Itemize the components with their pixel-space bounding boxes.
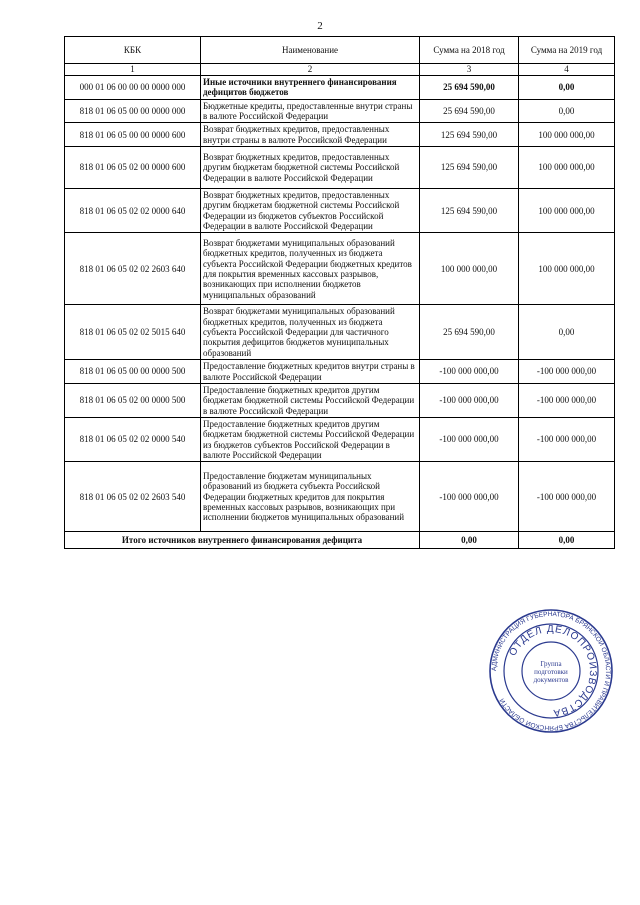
table-row	[65, 147, 615, 189]
row-name: Возврат бюджетных кредитов, предоставленных внутри страны в валюте Российской Федерации	[201, 123, 420, 147]
table-row	[65, 383, 615, 417]
sum-2018: 25 694 590,00	[420, 305, 519, 360]
total-label: Итого источников внутреннего финансирования дефицита	[65, 532, 420, 549]
kbk-code: 818 01 06 05 02 00 0000 600	[65, 147, 201, 189]
kbk-code: 818 01 06 05 00 00 0000 000	[65, 99, 201, 123]
row-name: Предоставление бюджетных кредитов другим бюджетам бюджетной системы Российской Федерации в валюте Российской Федерации	[201, 383, 420, 417]
stamp-center-line: документов	[533, 676, 569, 684]
table-row	[65, 233, 615, 305]
row-name: Возврат бюджетных кредитов, предоставленных другим бюджетам бюджетной системы Российской Федерации из бюджетов субъектов Российской Федерации в валюте Российской Федерации	[201, 189, 420, 233]
kbk-code: 818 01 06 05 02 02 0000 540	[65, 417, 201, 461]
row-name: Предоставление бюджетных кредитов внутри страны в валюте Российской Федерации	[201, 360, 420, 384]
table-row	[65, 305, 615, 360]
kbk-code: 000 01 06 00 00 00 0000 000	[65, 76, 201, 100]
sum-2019: 0,00	[519, 99, 615, 123]
stamp-outer-text: АДМИНИСТРАЦИЯ ГУБЕРНАТОРА БРЯНСКОЙ ОБЛАСТИ И ПРАВИТЕЛЬСТВА БРЯНСКОЙ ОБЛАСТИ	[490, 610, 612, 732]
table-row	[65, 99, 615, 123]
sum-2019: -100 000 000,00	[519, 417, 615, 461]
kbk-code: 818 01 06 05 02 02 0000 640	[65, 189, 201, 233]
kbk-code: 818 01 06 05 02 02 2603 640	[65, 233, 201, 305]
row-name: Предоставление бюджетных кредитов другим бюджетам бюджетной системы Российской Федерации из бюджетов субъектов Российской Федерации в валюте Российской Федерации	[201, 417, 420, 461]
table-row	[65, 360, 615, 384]
total-row	[65, 532, 615, 549]
sum-2019: -100 000 000,00	[519, 360, 615, 384]
kbk-code: 818 01 06 05 02 02 5015 640	[65, 305, 201, 360]
sum-2019: 100 000 000,00	[519, 123, 615, 147]
column-number: 3	[420, 64, 519, 76]
column-number-row	[65, 64, 615, 76]
stamp-center-line: Группа	[540, 660, 562, 668]
sum-2019: 100 000 000,00	[519, 233, 615, 305]
table-row	[65, 189, 615, 233]
sum-2018: -100 000 000,00	[420, 417, 519, 461]
kbk-code: 818 01 06 05 02 00 0000 500	[65, 383, 201, 417]
column-number: 4	[519, 64, 615, 76]
sum-2018: -100 000 000,00	[420, 383, 519, 417]
sum-2019: -100 000 000,00	[519, 383, 615, 417]
sum-2018: 125 694 590,00	[420, 123, 519, 147]
sum-2018: 125 694 590,00	[420, 147, 519, 189]
stamp-center-text	[534, 660, 570, 684]
row-name: Иные источники внутреннего финансирования дефицитов бюджетов	[201, 76, 420, 100]
page-number: 2	[317, 20, 323, 32]
table-row	[65, 123, 615, 147]
header-sum-2018: Сумма на 2018 год	[420, 37, 519, 64]
table-row	[65, 417, 615, 461]
sum-2018: -100 000 000,00	[420, 360, 519, 384]
stamp-center-line: подготовки	[534, 668, 568, 676]
kbk-code: 818 01 06 05 00 00 0000 500	[65, 360, 201, 384]
table-row	[65, 76, 615, 100]
sum-2018: 25 694 590,00	[420, 76, 519, 100]
sum-2019: 100 000 000,00	[519, 189, 615, 233]
sources-financing-table	[64, 36, 615, 549]
kbk-code: 818 01 06 05 00 00 0000 600	[65, 123, 201, 147]
kbk-code: 818 01 06 05 02 02 2603 540	[65, 462, 201, 532]
header-row	[65, 37, 615, 64]
sum-2018: 125 694 590,00	[420, 189, 519, 233]
table-row	[65, 462, 615, 532]
stamp-middle-text: ОТДЕЛ ДЕЛОПРОИЗВОДСТВА	[507, 623, 599, 719]
column-number: 1	[65, 64, 201, 76]
official-stamp	[488, 608, 614, 734]
header-sum-2019: Сумма на 2019 год	[519, 37, 615, 64]
row-name: Возврат бюджетами муниципальных образований бюджетных кредитов, полученных из бюджета субъекта Российской Федерации бюджетных кредитов для покрытия временных кассовых разрывов, возникающих при исполнении бюджетов муниципальных образований	[201, 233, 420, 305]
sum-2019: 0,00	[519, 76, 615, 100]
row-name: Возврат бюджетных кредитов, предоставленных другим бюджетам бюджетной системы Российской Федерации в валюте Российской Федерации	[201, 147, 420, 189]
column-number: 2	[201, 64, 420, 76]
sum-2018: 25 694 590,00	[420, 99, 519, 123]
row-name: Бюджетные кредиты, предоставленные внутри страны в валюте Российской Федерации	[201, 99, 420, 123]
header-name: Наименование	[201, 37, 420, 64]
row-name: Предоставление бюджетам муниципальных образований из бюджета субъекта Российской Федерации бюджетных кредитов для покрытия временных кассовых разрывов, возникающих при исполнении бюджетов муниципальных образований	[201, 462, 420, 532]
sum-2019: 100 000 000,00	[519, 147, 615, 189]
sum-2018: 100 000 000,00	[420, 233, 519, 305]
total-sum-2019: 0,00	[519, 532, 615, 549]
row-name: Возврат бюджетами муниципальных образований бюджетных кредитов, полученных из бюджета субъекта Российской Федерации для частичного покрытия дефицитов бюджетов муниципальных образований	[201, 305, 420, 360]
sum-2019: -100 000 000,00	[519, 462, 615, 532]
sum-2018: -100 000 000,00	[420, 462, 519, 532]
sum-2019: 0,00	[519, 305, 615, 360]
header-kbk: КБК	[65, 37, 201, 64]
total-sum-2018: 0,00	[420, 532, 519, 549]
